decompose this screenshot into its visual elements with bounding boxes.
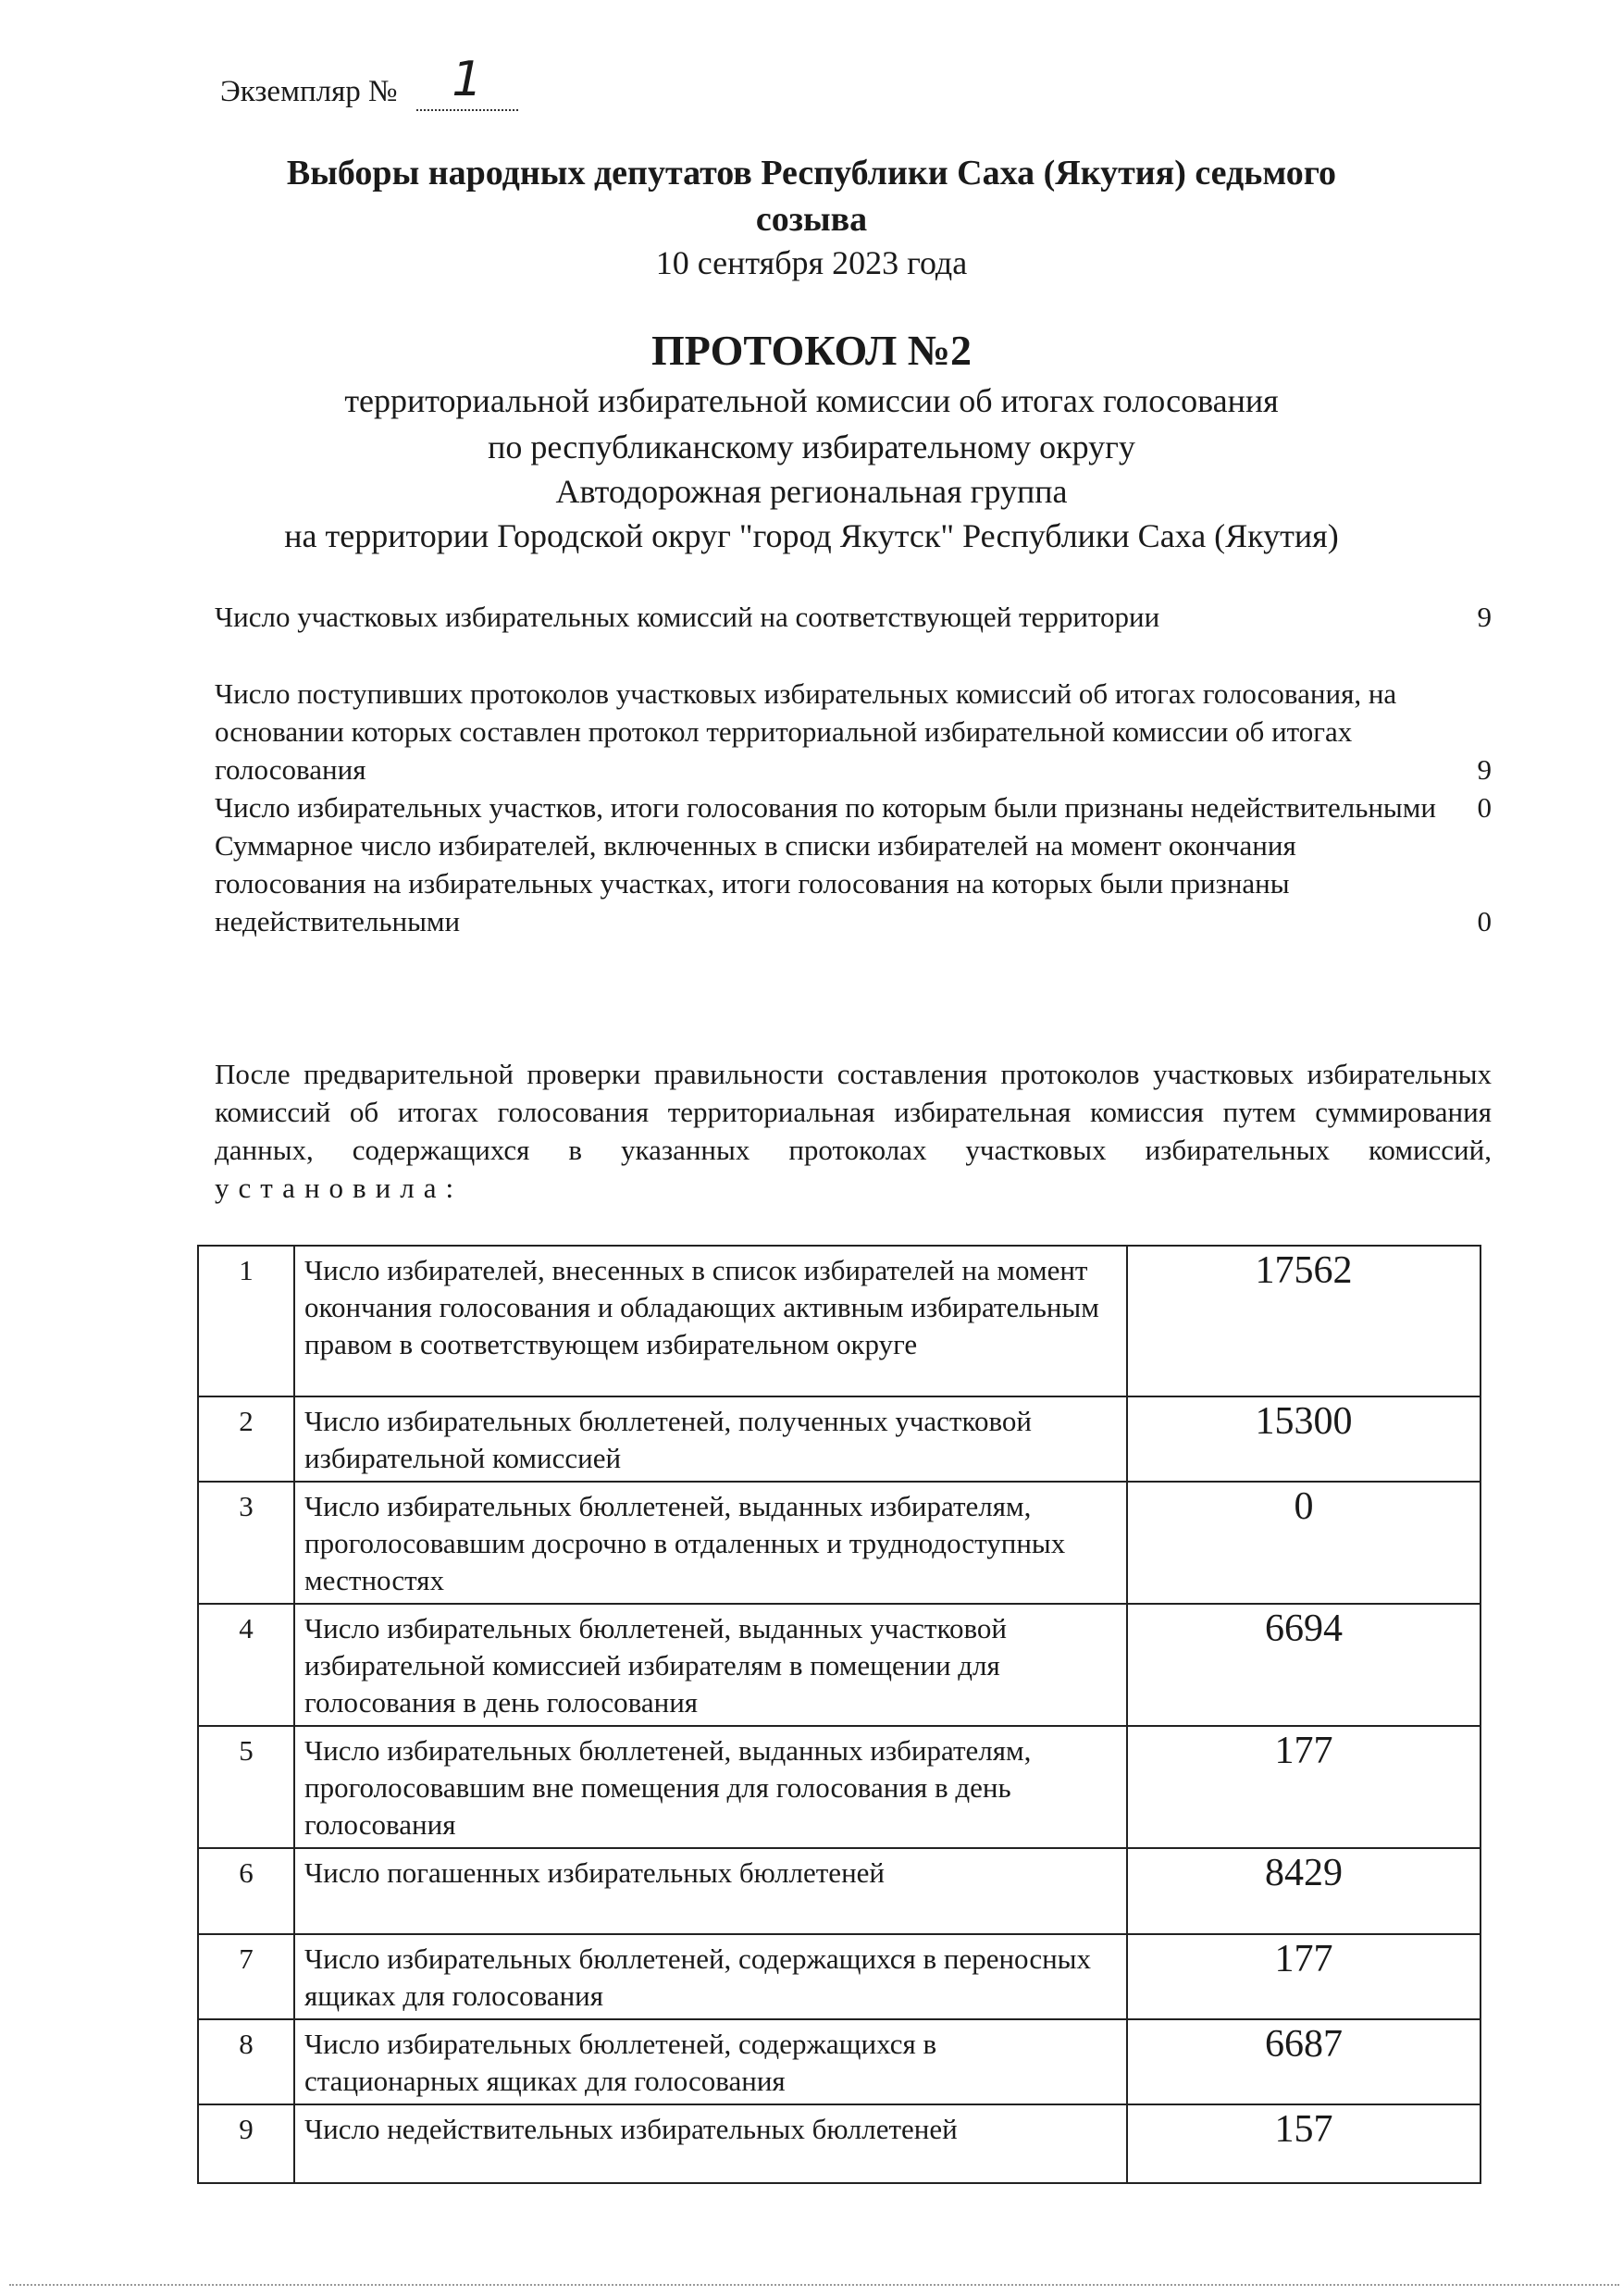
row-label: Число избирательных бюллетеней, выданных участковой избирательной комиссией избирателям в помещении для голосования в день голосования: [294, 1604, 1127, 1726]
copy-number-field: [416, 52, 518, 111]
row-number: 7: [198, 1934, 294, 2019]
row-value: 8429: [1127, 1848, 1481, 1934]
row-value: 0: [1127, 1482, 1481, 1604]
table-row: [198, 1848, 1481, 1934]
row-number: 4: [198, 1604, 294, 1726]
stat-label: Число участковых избирательных комиссий на соответствующей территории: [215, 601, 1160, 633]
protocol-title: ПРОТОКОЛ №2: [651, 327, 972, 374]
row-label: Число избирательных бюллетеней, полученных участковой избирательной комиссией: [294, 1396, 1127, 1482]
row-label: Число избирательных бюллетеней, содержащихся в переносных ящиках для голосования: [294, 1934, 1127, 2019]
table-row: [198, 1604, 1481, 1726]
stat-item: [215, 598, 1492, 636]
row-value: 157: [1127, 2104, 1481, 2183]
row-label: Число избирательных бюллетеней, содержащихся в стационарных ящиках для голосования: [294, 2019, 1127, 2104]
row-label: Число избирательных бюллетеней, выданных избирателям, проголосовавшим вне помещения для голосования в день голосования: [294, 1726, 1127, 1848]
row-label: Число недействительных избирательных бюллетеней: [294, 2104, 1127, 2183]
row-label: Число избирателей, внесенных в список избирателей на момент окончания голосования и обладающих активным избирательным правом в соответствующем избирательном округе: [294, 1246, 1127, 1396]
stat-value: 0: [1477, 791, 1492, 824]
row-label: Число погашенных избирательных бюллетеней: [294, 1848, 1127, 1934]
row-label: Число избирательных бюллетеней, выданных избирателям, проголосовавшим досрочно в отдаленных и труднодоступных местностях: [294, 1482, 1127, 1604]
copy-number-line: [220, 52, 518, 111]
stat-item: [215, 826, 1492, 940]
stat-label: Суммарное число избирателей, включенных в списки избирателей на момент окончания голосования на избирательных участках, итоги голосования на которых были признаны недействительными: [215, 829, 1296, 937]
preamble-emphasis: установила:: [215, 1172, 464, 1204]
page-bottom-dotted-line: [9, 2284, 1619, 2286]
election-date: 10 сентября 2023 года: [655, 244, 968, 281]
stat-value: 9: [1477, 753, 1492, 786]
stats-block: [215, 598, 1492, 940]
preamble-text: После предварительной проверки правильности составления протоколов участковых избирательных комиссий об итогах голосования территориальная избирательная комиссия путем суммирования данных, содержащихся в указанных протоколах участковых избирательных комиссий,: [215, 1058, 1492, 1166]
row-value: 6694: [1127, 1604, 1481, 1726]
copy-label: Экземпляр №: [220, 75, 398, 108]
row-number: 5: [198, 1726, 294, 1848]
row-value: 177: [1127, 1726, 1481, 1848]
stat-label: Число поступивших протоколов участковых избирательных комиссий об итогах голосования, на основании которых составлен протокол территориальной избирательной комиссии об итогах голосования: [215, 677, 1397, 786]
copy-number: 1: [452, 52, 483, 107]
stat-label: Число избирательных участков, итоги голосования по которым были признаны недействительными: [215, 791, 1436, 824]
row-number: 2: [198, 1396, 294, 1482]
row-value: 6687: [1127, 2019, 1481, 2104]
protocol-subtitle-1: территориальной избирательной комиссии об итогах голосования: [344, 382, 1279, 419]
row-number: 8: [198, 2019, 294, 2104]
election-title-cont: созыва: [755, 200, 868, 239]
stat-value: 0: [1477, 905, 1492, 937]
row-number: 9: [198, 2104, 294, 2183]
table-row: [198, 1934, 1481, 2019]
preamble-paragraph: [215, 1055, 1492, 1207]
election-title: Выборы народных депутатов Республики Саха (Якутия) седьмого: [286, 154, 1337, 192]
results-table: [197, 1245, 1481, 2184]
stat-item: [215, 675, 1492, 788]
row-value: 15300: [1127, 1396, 1481, 1482]
protocol-subtitle-3: Автодорожная региональная группа: [555, 473, 1068, 510]
table-row: [198, 1396, 1481, 1482]
row-number: 6: [198, 1848, 294, 1934]
protocol-subtitle-2: по республиканскому избирательному округу: [488, 428, 1135, 465]
stat-value: 9: [1477, 601, 1492, 633]
table-row: [198, 1726, 1481, 1848]
row-number: 1: [198, 1246, 294, 1396]
table-row: [198, 2019, 1481, 2104]
row-value: 177: [1127, 1934, 1481, 2019]
row-number: 3: [198, 1482, 294, 1604]
stat-item: [215, 788, 1492, 826]
row-value: 17562: [1127, 1246, 1481, 1396]
table-row: [198, 1482, 1481, 1604]
protocol-subtitle-4: на территории Городской округ "город Якутск" Республики Саха (Якутия): [284, 517, 1339, 554]
table-row: [198, 2104, 1481, 2183]
table-row: [198, 1246, 1481, 1396]
